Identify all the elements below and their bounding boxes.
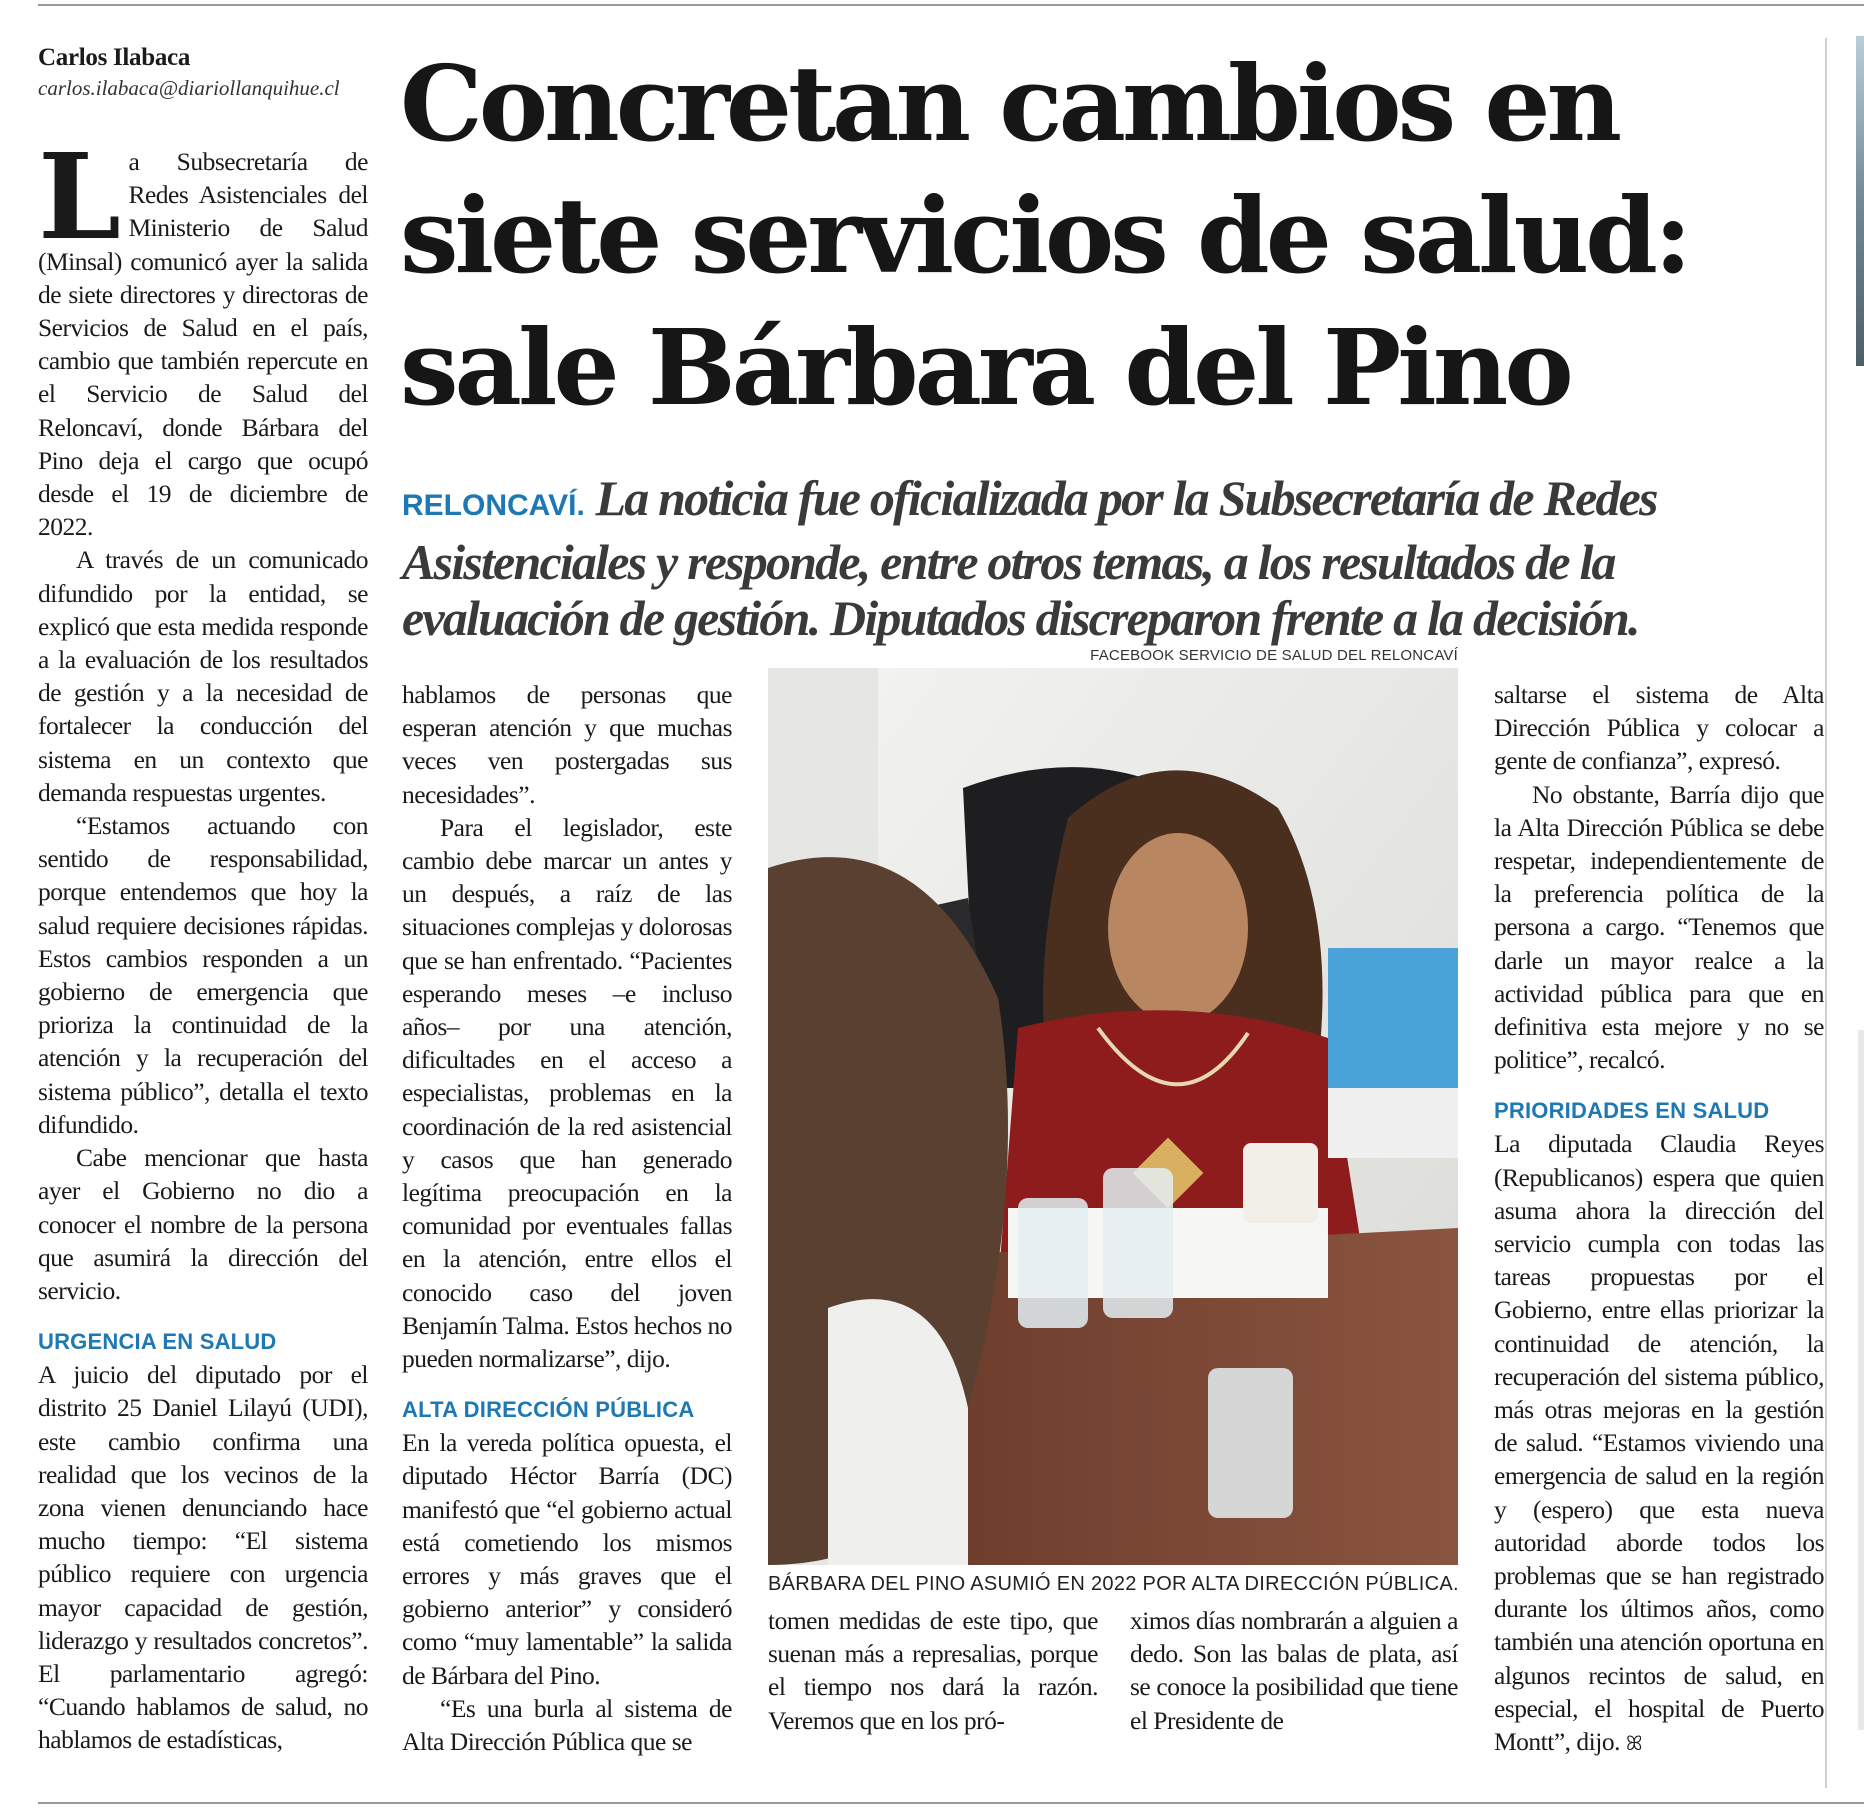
bottom-rule [38, 1802, 1864, 1804]
paragraph: hablamos de personas que esperan atención y que muchas veces ven postergadas sus necesidades”. [402, 680, 732, 809]
paragraph: En la vereda política opuesta, el diputado Héctor Barría (DC) manifestó que “el gobierno actual está cometiendo los mismos errores y más graves que el gobierno anterior” y consideró como “muy lamentable” la salida de Bárbara del Pino. [402, 1428, 732, 1690]
paragraph: “Es una burla al sistema de Alta Dirección Pública que se [402, 1693, 732, 1757]
lead-location-tag: RELONCAVÍ. [402, 489, 585, 522]
paragraph: A juicio del diputado por el distrito 25 Daniel Lilayú (UDI), este cambio confirma una realidad que los vecinos de la zona vienen denunciando hace mucho tiempo: “El sistema público requiere con urgencia mayor capacidad de gestión, liderazgo y resultados concretos”. El parlamentario agregó: “Cuando hablamos de salud, no hablamos de estadísticas, [38, 1360, 368, 1755]
author-email[interactable]: carlos.ilabaca@diariollanquihue.cl [38, 76, 340, 100]
author-name: Carlos Ilabaca [38, 44, 191, 71]
column-divider [1825, 38, 1827, 1788]
photo-illustration [768, 668, 1458, 1565]
paragraph: A través de un comunicado difundido por la entidad, se explicó que esta medida responde a la evaluación de los resultados de gestión y a la necesidad de fortalecer la conducción del sistema en un contexto que demanda respuestas urgentes. [38, 545, 368, 807]
article-column-2 [402, 678, 732, 1758]
adjacent-photo-edge [1856, 36, 1864, 366]
photo-caption: BÁRBARA DEL PINO ASUMIÓ EN 2022 POR ALTA DIRECCIÓN PÚBLICA. [768, 1573, 1459, 1595]
drop-cap: L [38, 127, 121, 266]
paragraph: La diputada Claudia Reyes (Republicanos) espera que quien asuma ahora la dirección del servicio cumpla con todas las tareas propuestas por el Gobierno, entre ellas priorizar la continuidad de atención, la recuperación del sistema público, más otras mejoras en la gestión de salud. “Estamos viviendo una emergencia de salud en la región y (espero) que esta nueva autoridad aborde todos los problemas que se han registrado durante los últimos años, como también una atención oportuna en algunos recintos de salud, en especial, el hospital de Puerto Montt”, dijo. ꕤ [1494, 1129, 1824, 1757]
article-column-4 [1130, 1604, 1458, 1737]
article-column-3 [768, 1604, 1098, 1737]
subheading-urgencia: URGENCIA EN SALUD [38, 1329, 277, 1355]
headline: Concretan cambios en siete servicios de salud: sale Bárbara del Pino [400, 42, 1689, 429]
lead-paragraph [402, 470, 1822, 646]
lead-text: La noticia fue oficializada por la Subsecretaría de Redes Asistenciales y responde, entre otros temas, a los resultados de la evaluación de gestión. Diputados discreparon frente a la decisión. [402, 470, 1657, 646]
paragraph: ximos días nombrarán a alguien a dedo. Son las balas de plata, así se conoce la posibilidad que tiene el Presidente de [1130, 1606, 1458, 1735]
paragraph: No obstante, Barría dijo que la Alta Dirección Pública se debe respetar, independientemente de la preferencia política de la persona a cargo. “Tenemos que darle un mayor realce a la actividad pública para que en definitiva esta mejore y no se politice”, recalcó. [1494, 779, 1824, 1075]
article-photo [768, 668, 1458, 1565]
subheading-alta-direccion: ALTA DIRECCIÓN PÚBLICA [402, 1397, 695, 1423]
article-column-1 [38, 127, 368, 1757]
byline [38, 44, 368, 101]
paragraph: saltarse el sistema de Alta Dirección Pública y colocar a gente de confianza”, expresó. [1494, 680, 1824, 776]
adjacent-column-edge [1858, 1030, 1864, 1730]
paragraph: Cabe mencionar que hasta ayer el Gobierno no dio a conocer el nombre de la persona que asumirá la dirección del servicio. [38, 1143, 368, 1305]
article-column-5 [1494, 678, 1824, 1760]
paragraph: Para el legislador, este cambio debe marcar un antes y un después, a raíz de las situaciones complejas y dolorosas que se han enfrentado. “Pacientes esperando meses –e incluso años– por una atención, dificultades en el acceso a especialistas, problemas en la coordinación de la red asistencial y casos que han generado legítima preocupación en la comunidad por eventuales fallas en la atención, entre ellos el conocido caso del joven Benjamín Talma. Estos hechos no pueden normalizarse”, dijo. [402, 812, 732, 1374]
end-of-article-icon: ꕤ [1625, 1731, 1642, 1756]
photo-credit: FACEBOOK SERVICIO DE SALUD DEL RELONCAVÍ [1090, 647, 1458, 664]
top-rule [38, 4, 1864, 6]
paragraph: “Estamos actuando con sentido de responsabilidad, porque entendemos que hoy la salud requiere decisiones rápidas. Estos cambios responden a un gobierno de emergencia que prioriza la continuidad de la atención y la recuperación del sistema público”, detalla el texto difundido. [38, 811, 368, 1139]
paragraph: tomen medidas de este tipo, que suenan más a represalias, porque el tiempo nos dará la razón. Veremos que en los pró- [768, 1606, 1098, 1735]
paragraph: La Subsecretaría de Redes Asistenciales del Ministerio de Salud (Minsal) comunicó ayer la salida de siete directores y directoras de Servicios de Salud en el país, cambio que también repercute en el Servicio de Salud del Reloncaví, donde Bárbara del Pino deja el cargo que ocupó desde el 19 de diciembre de 2022. [38, 127, 368, 542]
subheading-prioridades: PRIORIDADES EN SALUD [1494, 1098, 1770, 1124]
